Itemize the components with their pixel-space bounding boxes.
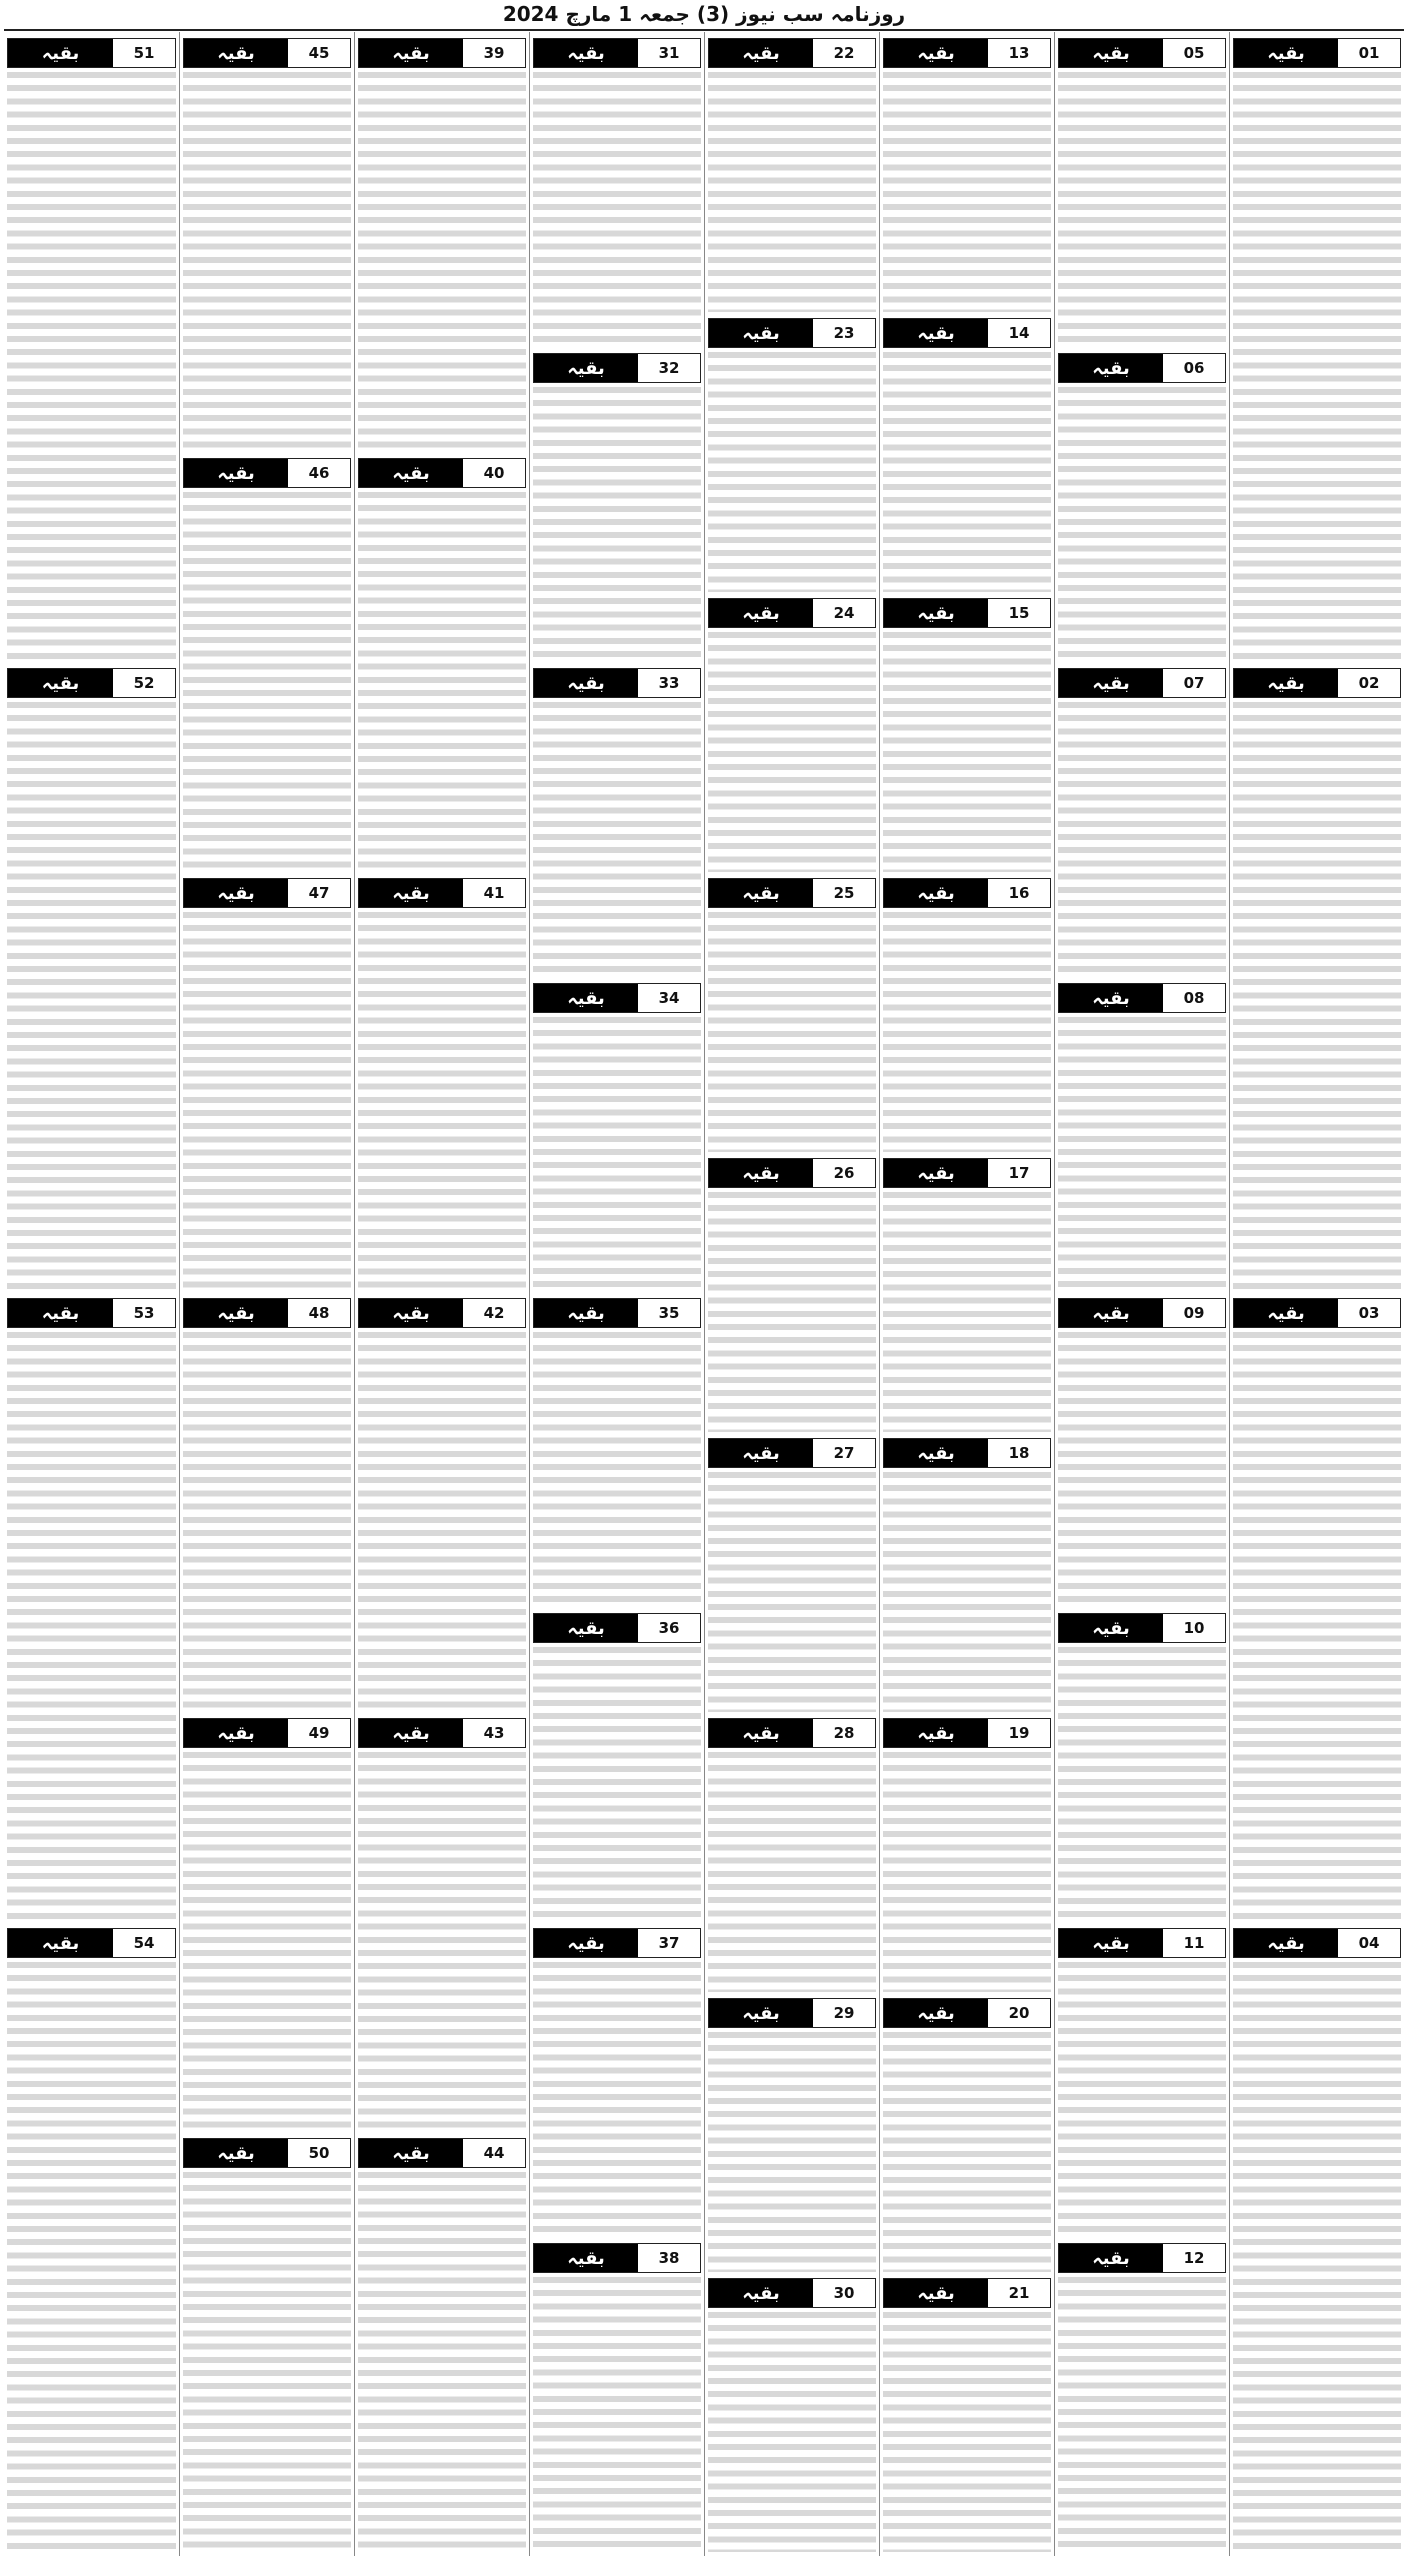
continuation-block [533, 1609, 701, 1924]
continuation-word: بقیہ [184, 879, 288, 907]
continuation-tag [183, 1298, 351, 1328]
continuation-word: بقیہ [709, 1719, 813, 1747]
continuation-word: بقیہ [709, 1159, 813, 1187]
continuation-word: بقیہ [1234, 1299, 1338, 1327]
continuation-tag [7, 668, 176, 698]
continuation-tag [1058, 1928, 1226, 1958]
article-body-text [358, 1332, 526, 1712]
continuation-block [183, 1294, 351, 1714]
continuation-block [358, 874, 526, 1294]
continuation-number: 01 [1338, 39, 1400, 67]
article-body-text [883, 72, 1051, 312]
continuation-block [883, 34, 1051, 314]
continuation-word: بقیہ [884, 879, 988, 907]
continuation-block [708, 1434, 876, 1714]
article-body-text [1058, 1647, 1226, 1922]
continuation-word: بقیہ [184, 459, 288, 487]
continuation-number: 42 [463, 1299, 525, 1327]
continuation-word: بقیہ [359, 1719, 463, 1747]
continuation-tag [1058, 1613, 1226, 1643]
article-body-text [358, 72, 526, 452]
continuation-block [183, 34, 351, 454]
news-column [4, 32, 179, 2556]
article-body-text [1058, 1017, 1226, 1292]
continuation-word: بقیہ [884, 1159, 988, 1187]
continuation-number: 20 [988, 1999, 1050, 2027]
continuation-tag [883, 1998, 1051, 2028]
article-body-text [883, 632, 1051, 872]
article-body-text [1233, 1962, 1401, 2552]
article-body-text [883, 912, 1051, 1152]
article-body-text [1058, 2277, 1226, 2552]
continuation-tag [183, 38, 351, 68]
article-body-text [1058, 1962, 1226, 2237]
continuation-block [1233, 34, 1401, 664]
continuation-number: 39 [463, 39, 525, 67]
continuation-block [883, 1994, 1051, 2274]
continuation-word: بقیہ [359, 879, 463, 907]
continuation-word: بقیہ [184, 2139, 288, 2167]
continuation-tag [883, 1438, 1051, 1468]
continuation-number: 09 [1163, 1299, 1225, 1327]
continuation-block [1058, 1924, 1226, 2239]
article-body-text [708, 72, 876, 312]
continuation-block [7, 1294, 176, 1924]
continuation-tag [533, 1928, 701, 1958]
continuation-word: بقیہ [709, 599, 813, 627]
continuation-tag [183, 2138, 351, 2168]
continuation-number: 43 [463, 1719, 525, 1747]
article-body-text [358, 492, 526, 872]
continuation-block [1233, 664, 1401, 1294]
continuation-number: 54 [113, 1929, 175, 1957]
continuation-word: بقیہ [884, 599, 988, 627]
continuation-number: 32 [638, 354, 700, 382]
continuation-block [1058, 34, 1226, 349]
continuation-block [1058, 1294, 1226, 1609]
article-body-text [708, 2312, 876, 2552]
continuation-word: بقیہ [8, 1299, 113, 1327]
continuation-word: بقیہ [709, 1999, 813, 2027]
article-body-text [883, 2032, 1051, 2272]
continuation-number: 10 [1163, 1614, 1225, 1642]
newspaper-masthead: روزنامہ سب نیوز (3) جمعہ 1 مارچ 2024 [502, 2, 906, 26]
continuation-word: بقیہ [884, 319, 988, 347]
continuation-tag [533, 38, 701, 68]
article-body-text [183, 1332, 351, 1712]
article-body-text [708, 1472, 876, 1712]
continuation-block [1058, 2239, 1226, 2554]
article-body-text [533, 387, 701, 662]
article-body-text [1058, 702, 1226, 977]
continuation-word: بقیہ [709, 1439, 813, 1467]
continuation-number: 25 [813, 879, 875, 907]
continuation-word: بقیہ [884, 1719, 988, 1747]
continuation-word: بقیہ [884, 1999, 988, 2027]
continuation-number: 46 [288, 459, 350, 487]
continuation-tag [533, 353, 701, 383]
continuation-tag [183, 458, 351, 488]
continuation-block [1233, 1294, 1401, 1924]
continuation-word: بقیہ [1059, 984, 1163, 1012]
continuation-number: 52 [113, 669, 175, 697]
continuation-word: بقیہ [359, 1299, 463, 1327]
continuation-tag [7, 1298, 176, 1328]
continuation-tag [1058, 668, 1226, 698]
continuation-block [708, 34, 876, 314]
continuation-block [358, 1294, 526, 1714]
continuation-block [883, 314, 1051, 594]
continuation-tag [7, 38, 176, 68]
continuation-tag [533, 1613, 701, 1643]
continuation-tag [183, 878, 351, 908]
article-body-text [358, 1752, 526, 2132]
continuation-word: بقیہ [884, 2279, 988, 2307]
article-body-text [708, 2032, 876, 2272]
continuation-tag [883, 2278, 1051, 2308]
article-body-text [708, 1192, 876, 1432]
continuation-word: بقیہ [8, 669, 113, 697]
continuation-block [358, 1714, 526, 2134]
continuation-tag [1058, 353, 1226, 383]
continuation-block [1233, 1924, 1401, 2554]
continuation-number: 17 [988, 1159, 1050, 1187]
continuation-block [708, 1714, 876, 1994]
article-body-text [1058, 1332, 1226, 1607]
continuation-block [1058, 664, 1226, 979]
continuation-word: بقیہ [884, 1439, 988, 1467]
continuation-number: 13 [988, 39, 1050, 67]
continuation-number: 12 [1163, 2244, 1225, 2272]
continuation-number: 31 [638, 39, 700, 67]
continuation-tag [708, 1718, 876, 1748]
continuation-number: 44 [463, 2139, 525, 2167]
continuation-tag [708, 2278, 876, 2308]
news-column [354, 32, 529, 2556]
continuation-word: بقیہ [359, 459, 463, 487]
continuation-tag [358, 38, 526, 68]
continuation-tag [1058, 38, 1226, 68]
continuation-word: بقیہ [184, 39, 288, 67]
continuation-number: 21 [988, 2279, 1050, 2307]
continuation-word: بقیہ [534, 354, 638, 382]
continuation-block [533, 349, 701, 664]
continuation-block [533, 1924, 701, 2239]
article-body-text [533, 2277, 701, 2552]
continuation-block [708, 1994, 876, 2274]
continuation-block [183, 874, 351, 1294]
continuation-number: 41 [463, 879, 525, 907]
continuation-number: 22 [813, 39, 875, 67]
continuation-tag [358, 1298, 526, 1328]
article-body-text [708, 1752, 876, 1992]
continuation-block [1058, 979, 1226, 1294]
continuation-block [708, 594, 876, 874]
continuation-word: بقیہ [534, 669, 638, 697]
continuation-number: 37 [638, 1929, 700, 1957]
continuation-number: 11 [1163, 1929, 1225, 1957]
continuation-number: 40 [463, 459, 525, 487]
continuation-word: بقیہ [359, 2139, 463, 2167]
continuation-number: 36 [638, 1614, 700, 1642]
continuation-word: بقیہ [1059, 669, 1163, 697]
continuation-block [533, 979, 701, 1294]
article-body-text [183, 492, 351, 872]
continuation-tag [883, 38, 1051, 68]
continuation-tag [708, 598, 876, 628]
news-column [179, 32, 354, 2556]
continuation-number: 19 [988, 1719, 1050, 1747]
article-body-text [708, 632, 876, 872]
continuation-tag [708, 1438, 876, 1468]
continuation-word: بقیہ [1059, 39, 1163, 67]
continuation-block [883, 1154, 1051, 1434]
article-body-text [883, 2312, 1051, 2552]
continuation-block [7, 34, 176, 664]
continuation-number: 28 [813, 1719, 875, 1747]
continuation-word: بقیہ [1234, 1929, 1338, 1957]
continuation-tag [883, 318, 1051, 348]
article-body-text [358, 2172, 526, 2552]
article-body-text [1058, 387, 1226, 662]
continuation-number: 06 [1163, 354, 1225, 382]
article-body-text [533, 1647, 701, 1922]
continuation-tag [1058, 1298, 1226, 1328]
article-body-text [1233, 1332, 1401, 1922]
continuation-tag [358, 458, 526, 488]
continuation-number: 35 [638, 1299, 700, 1327]
article-body-text [883, 1752, 1051, 1992]
continuation-word: بقیہ [709, 2279, 813, 2307]
continuation-word: بقیہ [8, 1929, 113, 1957]
continuation-block [708, 874, 876, 1154]
continuation-block [708, 1154, 876, 1434]
continuation-tag [883, 1718, 1051, 1748]
article-body-text [1233, 702, 1401, 1292]
article-body-text [7, 1332, 176, 1922]
continuation-number: 30 [813, 2279, 875, 2307]
continuation-word: بقیہ [1059, 1929, 1163, 1957]
continuation-number: 50 [288, 2139, 350, 2167]
continuation-word: بقیہ [534, 1614, 638, 1642]
continuation-tag [1058, 983, 1226, 1013]
continuation-tag [358, 1718, 526, 1748]
continuation-number: 24 [813, 599, 875, 627]
continuation-word: بقیہ [709, 39, 813, 67]
continuation-block [883, 1714, 1051, 1994]
continuation-block [708, 314, 876, 594]
continuation-block [533, 664, 701, 979]
article-body-text [358, 912, 526, 1292]
continuation-block [358, 454, 526, 874]
continuation-block [183, 454, 351, 874]
continuation-tag [708, 878, 876, 908]
continuation-number: 08 [1163, 984, 1225, 1012]
continuation-word: بقیہ [709, 879, 813, 907]
continuation-block [883, 594, 1051, 874]
continuation-tag [533, 983, 701, 1013]
continuation-tag [708, 38, 876, 68]
continuation-tag [1233, 1928, 1401, 1958]
continuation-word: بقیہ [359, 39, 463, 67]
continuation-number: 49 [288, 1719, 350, 1747]
news-column [1229, 32, 1404, 2556]
continuation-number: 14 [988, 319, 1050, 347]
continuation-block [1058, 1609, 1226, 1924]
continuation-number: 18 [988, 1439, 1050, 1467]
continuation-word: بقیہ [8, 39, 113, 67]
continuation-word: بقیہ [534, 2244, 638, 2272]
continuation-block [533, 1294, 701, 1609]
article-body-text [883, 1472, 1051, 1712]
continuation-word: بقیہ [1059, 354, 1163, 382]
article-body-text [883, 352, 1051, 592]
continuation-number: 34 [638, 984, 700, 1012]
continuation-number: 45 [288, 39, 350, 67]
newspaper-page [4, 32, 1404, 2556]
article-body-text [708, 352, 876, 592]
continuation-number: 27 [813, 1439, 875, 1467]
news-column [529, 32, 704, 2556]
continuation-number: 15 [988, 599, 1050, 627]
continuation-tag [533, 1298, 701, 1328]
continuation-number: 02 [1338, 669, 1400, 697]
continuation-word: بقیہ [534, 1929, 638, 1957]
continuation-block [183, 2134, 351, 2554]
masthead-rule [4, 29, 1404, 31]
continuation-tag [708, 1998, 876, 2028]
article-body-text [883, 1192, 1051, 1432]
continuation-block [533, 34, 701, 349]
continuation-word: بقیہ [534, 984, 638, 1012]
continuation-number: 16 [988, 879, 1050, 907]
continuation-word: بقیہ [1059, 1614, 1163, 1642]
article-body-text [7, 72, 176, 662]
continuation-tag [7, 1928, 176, 1958]
continuation-block [883, 1434, 1051, 1714]
continuation-tag [883, 1158, 1051, 1188]
continuation-block [183, 1714, 351, 2134]
continuation-number: 29 [813, 1999, 875, 2027]
continuation-number: 38 [638, 2244, 700, 2272]
continuation-tag [1233, 38, 1401, 68]
article-body-text [183, 1752, 351, 2132]
article-body-text [533, 702, 701, 977]
continuation-block [708, 2274, 876, 2554]
continuation-block [7, 1924, 176, 2554]
continuation-number: 53 [113, 1299, 175, 1327]
continuation-number: 33 [638, 669, 700, 697]
article-body-text [183, 2172, 351, 2552]
continuation-word: بقیہ [1234, 39, 1338, 67]
continuation-block [1058, 349, 1226, 664]
news-column [704, 32, 879, 2556]
continuation-word: بقیہ [1234, 669, 1338, 697]
continuation-word: بقیہ [1059, 2244, 1163, 2272]
continuation-tag [183, 1718, 351, 1748]
continuation-block [7, 664, 176, 1294]
continuation-word: بقیہ [184, 1299, 288, 1327]
article-body-text [533, 1017, 701, 1292]
continuation-number: 51 [113, 39, 175, 67]
continuation-number: 04 [1338, 1929, 1400, 1957]
continuation-word: بقیہ [709, 319, 813, 347]
continuation-word: بقیہ [1059, 1299, 1163, 1327]
article-body-text [7, 702, 176, 1292]
continuation-tag [533, 2243, 701, 2273]
continuation-number: 48 [288, 1299, 350, 1327]
continuation-block [883, 2274, 1051, 2554]
news-column [879, 32, 1054, 2556]
article-body-text [7, 1962, 176, 2552]
article-body-text [183, 912, 351, 1292]
article-body-text [1233, 72, 1401, 662]
continuation-tag [708, 318, 876, 348]
continuation-block [533, 2239, 701, 2554]
continuation-word: بقیہ [184, 1719, 288, 1747]
continuation-word: بقیہ [534, 1299, 638, 1327]
article-body-text [183, 72, 351, 452]
continuation-number: 23 [813, 319, 875, 347]
continuation-tag [1233, 668, 1401, 698]
continuation-tag [358, 2138, 526, 2168]
continuation-word: بقیہ [884, 39, 988, 67]
article-body-text [1058, 72, 1226, 347]
continuation-number: 05 [1163, 39, 1225, 67]
continuation-number: 07 [1163, 669, 1225, 697]
continuation-tag [883, 878, 1051, 908]
continuation-block [358, 34, 526, 454]
article-body-text [533, 1332, 701, 1607]
continuation-word: بقیہ [534, 39, 638, 67]
article-body-text [533, 1962, 701, 2237]
continuation-number: 47 [288, 879, 350, 907]
continuation-number: 26 [813, 1159, 875, 1187]
article-body-text [708, 912, 876, 1152]
continuation-number: 03 [1338, 1299, 1400, 1327]
continuation-tag [1058, 2243, 1226, 2273]
continuation-tag [1233, 1298, 1401, 1328]
article-body-text [533, 72, 701, 347]
continuation-tag [708, 1158, 876, 1188]
continuation-block [358, 2134, 526, 2554]
continuation-block [883, 874, 1051, 1154]
continuation-tag [533, 668, 701, 698]
continuation-tag [883, 598, 1051, 628]
continuation-tag [358, 878, 526, 908]
news-column [1054, 32, 1229, 2556]
